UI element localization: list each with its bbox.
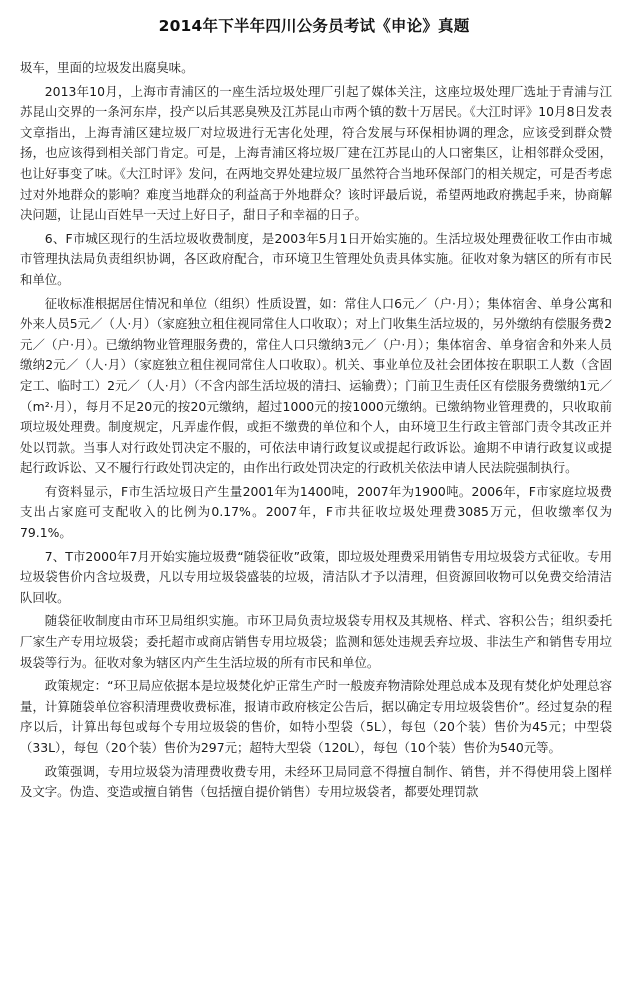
paragraph-continuation: 圾车，里面的垃圾发出腐臭味。 [20,60,194,75]
paragraph-t-city-policy: 7、T市2000年7月开始实施垃圾费“随袋征收”政策，即垃圾处理费采用销售专用垃圾袋方式征收。专用垃圾袋售价内含垃圾费，凡以专用垃圾袋盛装的垃圾，清洁队才予以清理，但资源回收物可以免费交给清洁队回收。 [20,548,612,605]
paragraph-policy-emphasis: 政策强调，专用垃圾袋为清理费收费专用，未经环卫局同意不得擅自制作、销售，并不得使用袋上图样及文字。伪造、变造或擅自销售（包括擅自提价销售）专用垃圾袋者，都要处理罚款 [20,763,612,800]
paragraph-qingpu-plant: 2013年10月，上海市青浦区的一座生活垃圾处理厂引起了媒体关注，这座垃圾处理厂选址于青浦与江苏昆山交界的一条河东岸，投产以后其恶臭殃及江苏昆山市两个镇的数十万居民。《大江时评》10月8日发表文章指出，上海青浦区建垃圾厂对垃圾进行无害化处理，符合发展与环保相协调的理念，应该受到群众赞扬，也应该得到相关部门肯定。可是，上海青浦区将垃圾厂建在江苏昆山的人口密集区，让相邻群众受困，也让好事变了味。《大江时评》发问，在两地交界处建垃圾厂虽然符合当地环保部门的相关规定，可是否考虑过对外地群众的影响？难度当地群众的利益高于外地群众？该时评最后说，希望两地政府携起手来，协商解决问题，让昆山百姓早一天过上好日子，甜日子和幸福的日子。 [20,83,612,223]
paragraph-f-city-statistics: 有资料显示，F市生活垃圾日产生量2001年为1400吨，2007年为1900吨。2006年，F市家庭垃圾费支出占家庭可支配收入的比例为0.17%。2007年，F市共征收垃圾处理费3085万元，但收缴率仅为79.1%。 [20,483,612,541]
document-body [20,58,612,806]
paragraph-bag-collection: 随袋征收制度由市环卫局组织实施。市环卫局负责垃圾袋专用权及其规格、样式、容积公告；组织委托厂家生产专用垃圾袋；委托超市或商店销售专用垃圾袋；监测和惩处违规丢弃垃圾、非法生产和销售专用垃圾袋等行为。征收对象为辖区内产生生活垃圾的所有市民和单位。 [20,613,612,670]
paragraph-policy-rules: 政策规定：“环卫局应依据本是垃圾焚化炉正常生产时一般废弃物清除处理总成本及现有焚化炉处理总容量，计算随袋单位容积清理费收费标准，报请市政府核定公告后，据以确定专用垃圾袋售价”。经过复杂的程序以后，计算出每包或每个专用垃圾袋的售价，如特小型袋（5L），每包（20个装）售价为45元；中型袋（33L），每包（20个装）售价为297元；超特大型袋（120L），每包（10个装）售价为540元等。 [20,678,612,755]
paragraph-fee-standards: 征收标准根据居住情况和单位（组织）性质设置，如：常住人口6元／（户·月）；集体宿舍、单身公寓和外来人员5元／（人·月）（家庭独立租住视同常住人口收取）；对上门收集生活垃圾的，另外缴纳有偿服务费2元／（户·月）。已缴纳物业管理服务费的，常住人口只缴纳3元／（户·月）；集体宿舍、单身宿舍和外来人员缴纳2元／（人·月）（家庭独立租住视同常住人口收取）。机关、事业单位及社会团体按在职职工人数（含固定工、临时工）2元／（人·月）（不含内部生活垃圾的清扫、运输费）；门前卫生责任区有偿服务费缴纳1元／（m²·月），每月不足20元的按20元缴纳，超过1000元的按1000元缴纳。已缴纳物业管理费的，只收取前项垃圾处理费。制度规定，凡弄虚作假，或拒不缴费的单位和个人，由环境卫生行政主管部门责令其改正并处以罚款。当事人对行政处罚决定不服的，可依法申请行政复议或提起行政诉讼。逾期不申请行政复议或提起行政诉讼、又不履行行政处罚决定的，由作出行政处罚决定的行政机关依法申请人民法院强制执行。 [20,295,612,476]
document-title: 2014年下半年四川公务员考试《申论》真题 [158,17,470,35]
paragraph-f-city-system: 6、F市城区现行的生活垃圾收费制度，是2003年5月1日开始实施的。生活垃圾处理费征收工作由市城市管理执法局负责组织协调，各区政府配合，市环境卫生管理处负责具体实施。征收对象为辖区的所有市民和单位。 [20,230,612,287]
